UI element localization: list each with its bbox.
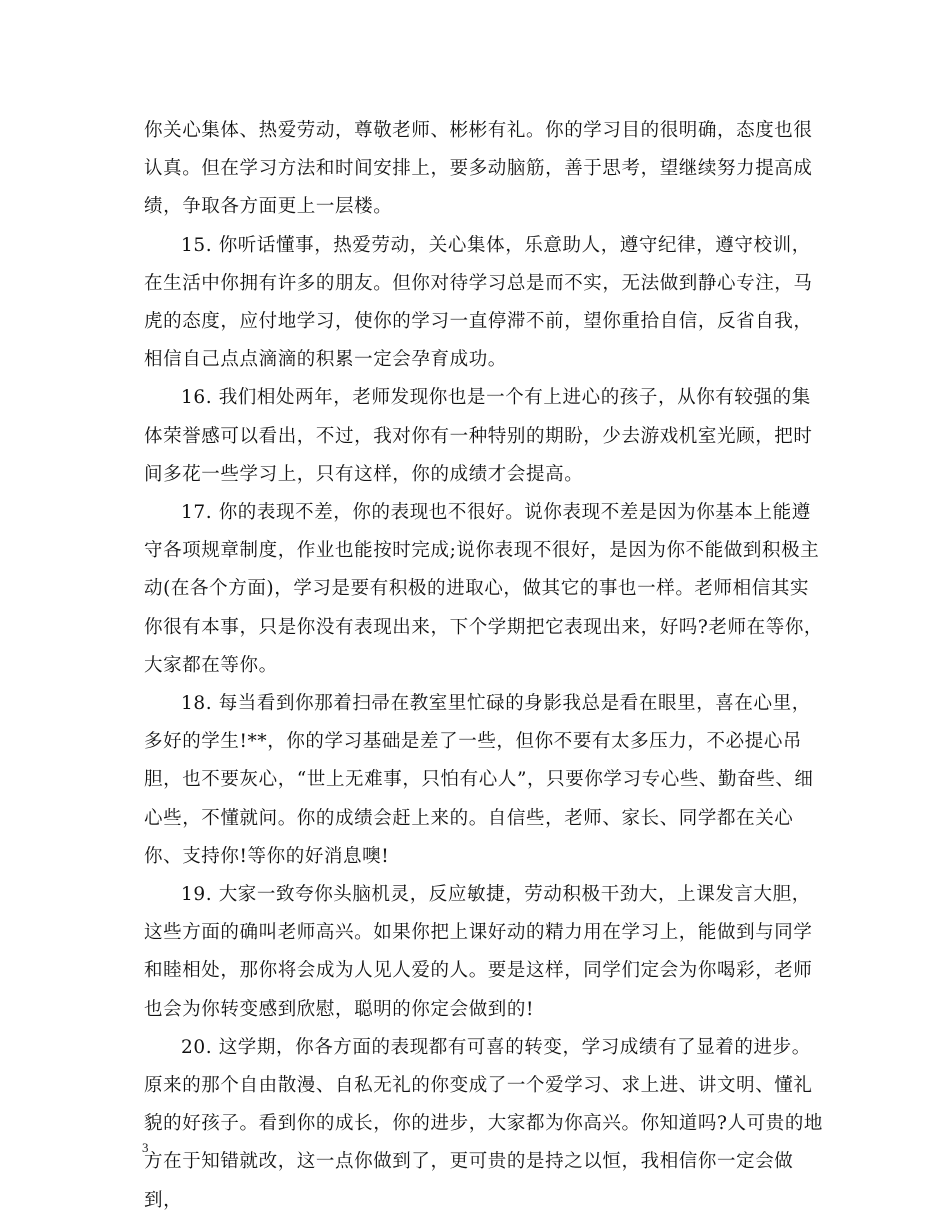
paragraph-item-15: 15. 你听话懂事，热爱劳动，关心集体，乐意助人，遵守纪律，遵守校训，在生活中你拥有许多的朋友。但你对待学习总是而不实，无法做到静心专注，马虎的态度，应付地学习，使你的学习一直停滞不前，望你重拾自信，反省自我，相信自己点点滴滴的积累一定会孕育成功。	[144, 234, 813, 371]
paragraph-item-19: 19. 大家一致夸你头脑机灵，反应敏捷，劳动积极干劲大，上课发言大胆，这些方面的确叫老师高兴。如果你把上课好动的精力用在学习上，能做到与同学和睦相处，那你将会成为人见人爱的人。要是这样，同学们定会为你喝彩，老师也会为你转变感到欣慰，聪明的你定会做到的!	[144, 884, 813, 1020]
paragraph-item-20: 20. 这学期，你各方面的表现都有可喜的转变，学习成绩有了显着的进步。原来的那个自由散漫、自私无礼的你变成了一个爱学习、求上进、讲文明、懂礼貌的好孩子。看到你的成长，你的进步，大家都为你高兴。你知道吗?人可贵的地方在于知错就改，这一点你做到了，更可贵的是持之以恒，我相信你一定会做到，	[144, 1036, 824, 1211]
page-number: 3	[142, 1140, 149, 1155]
paragraph-continuation: 你关心集体、热爱劳动，尊敬老师、彬彬有礼。你的学习目的很明确，态度也很认真。但在学习方法和时间安排上，要多动脑筋，善于思考，望继续努力提高成绩，争取各方面更上一层楼。	[144, 120, 813, 218]
document-body	[144, 112, 824, 1220]
paragraph-item-16: 16. 我们相处两年，老师发现你也是一个有上进心的孩子，从你有较强的集体荣誉感可以看出，不过，我对你有一种特别的期盼，少去游戏机室光顾，把时间多花一些学习上，只有这样，你的成绩才会提高。	[144, 387, 813, 485]
paragraph-item-17: 17. 你的表现不差，你的表现也不很好。说你表现不差是因为你基本上能遵守各项规章制度，作业也能按时完成;说你表现不很好，是因为你不能做到积极主动(在各个方面)，学习是要有积极的进取心，做其它的事也一样。老师相信其实你很有本事，只是你没有表现出来，下个学期把它表现出来，好吗?老师在等你，大家都在等你。	[144, 502, 824, 676]
paragraph-item-18: 18. 每当看到你那着扫帚在教室里忙碌的身影我总是看在眼里，喜在心里，多好的学生!**，你的学习基础是差了一些，但你不要有太多压力，不必提心吊胆，也不要灰心，“世上无难事，只怕有心人”，只要你学习专心些、勤奋些、细心些，不懂就问。你的成绩会赶上来的。自信些，老师、家长、同学都在关心你、支持你!等你的好消息噢!	[144, 693, 814, 867]
